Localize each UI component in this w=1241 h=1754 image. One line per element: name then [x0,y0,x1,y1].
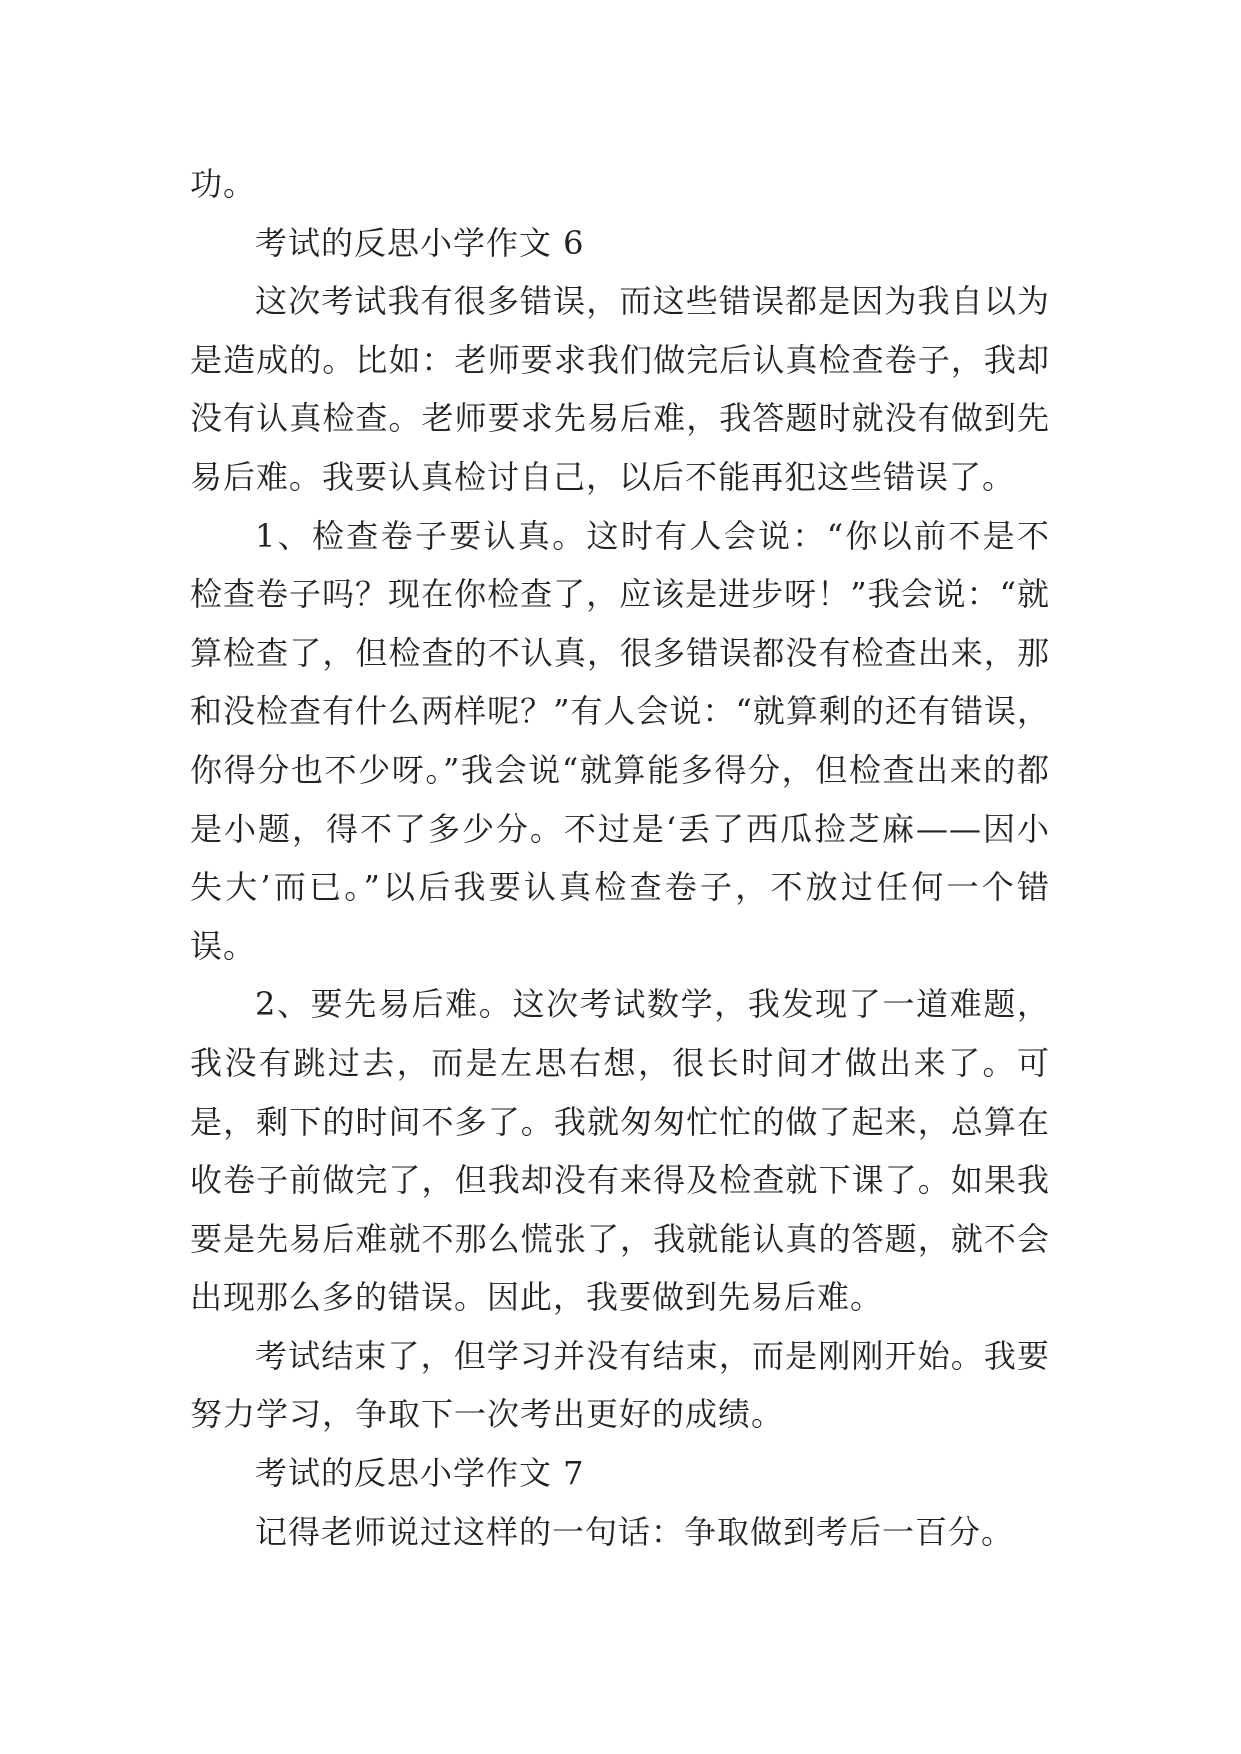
paragraph-conclusion: 考试结束了，但学习并没有结束，而是刚刚开始。我要努力学习，争取下一次考出更好的成绩。 [190,1336,1050,1434]
paragraph-continuation: 功。 [190,165,257,203]
paragraph: 这次考试我有很多错误，而这些错误都是因为我自以为是造成的。比如：老师要求我们做完后认真检查卷子，我却没有认真检查。老师要求先易后难，我答题时就没有做到先易后难。我要认真检讨自己，以后不能再犯这些错误了。 [190,282,1050,496]
essay-heading-6: 考试的反思小学作文 6 [255,223,585,262]
paragraph: 记得老师说过这样的一句话：争取做到考后一百分。 [255,1512,1015,1551]
essay-heading-7: 考试的反思小学作文 7 [255,1454,585,1493]
paragraph-point-2: 2、要先易后难。这次考试数学，我发现了一道难题，我没有跳过去，而是左思右想，很长时间才做出来了。可是，剩下的时间不多了。我就匆匆忙忙的做了起来，总算在收卷子前做完了，但我却没有来得及检查就下课了。如果我要是先易后难就不那么慌张了，我就能认真的答题，就不会出现那么多的错误。因此，我要做到先易后难。 [190,985,1050,1317]
paragraph-point-1: 1、检查卷子要认真。这时有人会说：“你以前不是不检查卷子吗？现在你检查了，应该是进步呀！”我会说：“就算检查了，但检查的不认真，很多错误都没有检查出来，那和没检查有什么两样呢？”有人会说：“就算剩的还有错误，你得分也不少呀。”我会说“就算能多得分，但检查出来的都是小题，得不了多少分。不过是‘丢了西瓜捡芝麻——因小失大’而已。”以后我要认真检查卷子，不放过任何一个错误。 [190,516,1050,965]
document-body [190,155,1050,1561]
